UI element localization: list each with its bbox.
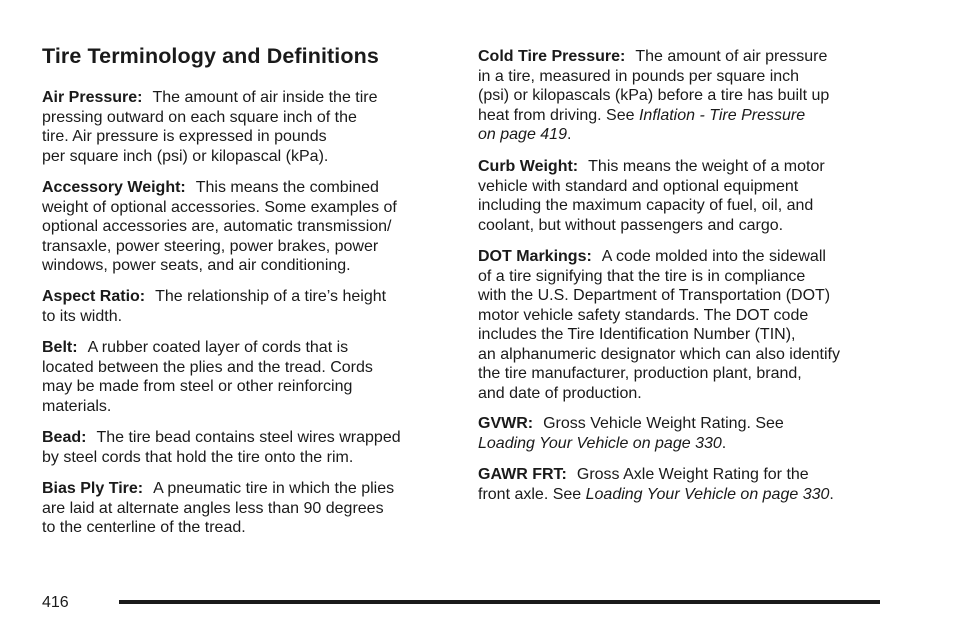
definition-air-pressure: Air Pressure: The amount of air inside the tire pressing outward on each square inch of the tire. Air pressure is expressed in pounds per square inch (psi) or kilopascal (kPa). xyxy=(42,89,378,165)
term-label: DOT Markings: xyxy=(478,248,592,265)
cross-reference-page: on page 419 xyxy=(478,126,567,143)
footer-divider xyxy=(119,600,880,604)
term-label: Air Pressure: xyxy=(42,89,143,106)
term-label: Belt: xyxy=(42,339,78,356)
page-title: Tire Terminology and Definitions xyxy=(42,44,379,68)
term-label: Curb Weight: xyxy=(478,158,579,175)
definition-belt: Belt: A rubber coated layer of cords that is located between the plies and the tread. Cords may be made from steel or other reinforcing materials. xyxy=(42,339,373,415)
page-number: 416 xyxy=(42,594,69,611)
definition-curb-weight: Curb Weight: This means the weight of a motor vehicle with standard and optional equipment including the maximum capacity of fuel, oil, and coolant, but without passengers and cargo. xyxy=(478,158,825,234)
term-label: Accessory Weight: xyxy=(42,179,186,196)
cross-reference-link: Loading Your Vehicle on page 330 xyxy=(478,434,722,452)
term-label: GAWR FRT: xyxy=(478,466,567,483)
definition-bias-ply-tire: Bias Ply Tire: A pneumatic tire in which the plies are laid at alternate angles less than 90 degrees to the centerline of the tread. xyxy=(42,480,395,536)
term-label: Bead: xyxy=(42,429,87,446)
definition-dot-markings: DOT Markings: A code molded into the sidewall of a tire signifying that the tire is in compliance with the U.S. Department of Transportation (DOT) motor vehicle safety standards. The DOT code includes the Tire Identification Number (TIN), an alphanumeric designator which can also identify the tire manufacturer, production plant, brand, and date of production. xyxy=(478,248,840,402)
term-label: Cold Tire Pressure: xyxy=(478,48,626,65)
definition-bead: Bead: The tire bead contains steel wires wrapped by steel cords that hold the tire onto the rim. xyxy=(42,429,401,466)
term-label: Aspect Ratio: xyxy=(42,288,146,305)
cross-reference-link: Inflation - Tire Pressure xyxy=(638,106,806,124)
definition-gvwr: GVWR: Gross Vehicle Weight Rating. See Loading Your Vehicle on page 330. xyxy=(478,415,784,452)
definition-gawr-frt: GAWR FRT: Gross Axle Weight Rating for the front axle. See Loading Your Vehicle on page 330. xyxy=(478,466,834,503)
definition-cold-tire-pressure: Cold Tire Pressure: The amount of air pressure in a tire, measured in pounds per square inch (psi) or kilopascals (kPa) before a tire has built up heat from driving. See Inflation - Tire Pressure on page 419. xyxy=(478,48,830,143)
definition-accessory-weight: Accessory Weight: This means the combined weight of optional accessories. Some examples of optional accessories are, automatic transmission/ transaxle, power steering, power brakes, power windows, power seats, and air conditioning. xyxy=(42,179,397,274)
term-label: GVWR: xyxy=(478,415,534,432)
cross-reference-link: Loading Your Vehicle on page 330 xyxy=(585,485,830,503)
term-label: Bias Ply Tire: xyxy=(42,480,144,497)
definition-aspect-ratio: Aspect Ratio: The relationship of a tire’s height to its width. xyxy=(42,288,387,325)
